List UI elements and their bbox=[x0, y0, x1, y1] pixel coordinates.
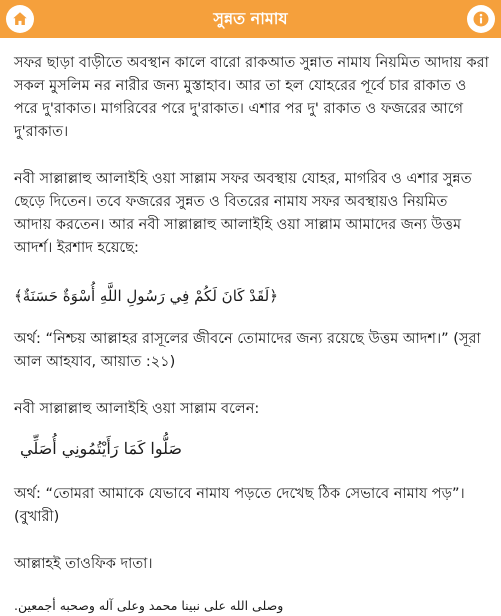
quran-verse-arabic: ﴿لَقَدْ كَانَ لَكُمْ فِي رَسُولِ اللَّهِ أُسْوَةٌ حَسَنَةٌ﴾ bbox=[14, 287, 278, 305]
home-icon bbox=[11, 10, 29, 28]
top-app-bar bbox=[0, 0, 501, 38]
info-icon bbox=[472, 10, 490, 28]
closing-salawat-arabic: وصلى الله على نبينا محمد وعلى آله وصحبه أجمعين. bbox=[14, 598, 284, 613]
home-button[interactable] bbox=[6, 5, 34, 33]
hadith-arabic: صَلُّوا كَمَا رَأَيْتُمُونِي أُصَلِّي bbox=[20, 439, 183, 458]
info-button[interactable] bbox=[467, 5, 495, 33]
hadith-translation: অর্থ: “তোমরা আমাকে যেভাবে নামায পড়তে দেখেছ ঠিক সেভাবে নামায পড়”। (বুখারী) bbox=[14, 486, 465, 525]
tawfiq-line: আল্লাহই তাওফিক দাতা। bbox=[14, 556, 153, 572]
verse-translation: অর্থ: “নিশ্চয় আল্লাহর রাসূলের জীবনে তোমাদের জন্য রয়েছে উত্তম আদশ।” (সূরা আল আহযাব, আয়াত :২১) bbox=[14, 331, 481, 370]
paragraph-prophet-said: নবী সাল্লাল্লাহু আলাইহি ওয়া সাল্লাম বলেন: bbox=[14, 401, 260, 417]
paragraph-prophet-practice: নবী সাল্লাল্লাহু আলাইহি ওয়া সাল্লাম সফর অবস্থায় যোহর, মাগরিব ও এশার সুন্নত ছেড়ে দিতেন। তবে ফজরের সুন্নত ও বিতরের নামায সফর অবস্থায়ও নিয়মিত আদায় করতেন। আর নবী সাল্লাল্লাহু আলাইহি ওয়া সাল্লাম আমাদের জন্য উত্তম আদর্শ। ইরশাদ হয়েছে: bbox=[14, 171, 472, 256]
page-title: সুন্নত নামায bbox=[213, 8, 288, 28]
article-content bbox=[0, 38, 501, 613]
paragraph-travel-sunnah: সফর ছাড়া বাড়ীতে অবস্থান কালে বারো রাকআত সুন্নাত নামায নিয়মিত আদায় করা সকল মুসলিম নর নারীর জন্য মুস্তাহাব। আর তা হল যোহরের পূর্বে চার রাকাত ও পরে দু'রাকাত। মাগরিবের পরে দু'রাকাত। এশার পর দু' রাকাত ও ফজরের আগে দু'রাকাত। bbox=[14, 55, 489, 140]
